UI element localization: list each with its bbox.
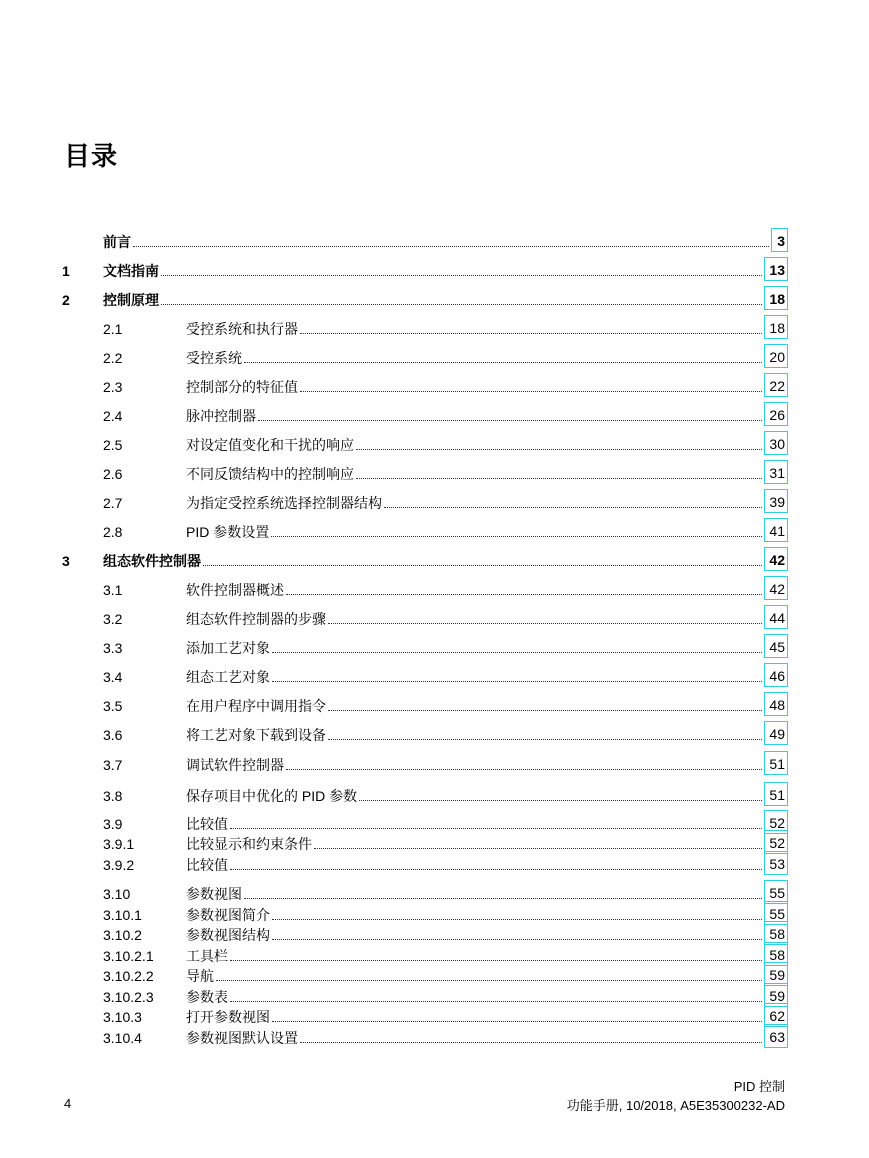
- toc-section-number: 3.4: [103, 669, 123, 685]
- toc-entry[interactable]: [0, 786, 869, 806]
- toc-entry[interactable]: [0, 696, 869, 716]
- toc-chapter-title: 文档指南: [103, 263, 159, 279]
- toc-dot-leader: [356, 449, 762, 450]
- toc-entry[interactable]: [0, 834, 869, 854]
- toc-section-title: 将工艺对象下载到设备: [186, 727, 326, 743]
- toc-page-number[interactable]: 31: [764, 460, 788, 484]
- toc-page-number[interactable]: 13: [764, 257, 788, 281]
- toc-dot-leader: [271, 536, 762, 537]
- toc-page-number[interactable]: 30: [764, 431, 788, 455]
- toc-page-number[interactable]: 55: [764, 901, 788, 925]
- toc-section-title: 添加工艺对象: [186, 640, 270, 656]
- toc-entry[interactable]: [0, 232, 869, 252]
- toc-section-number: 3.2: [103, 611, 123, 627]
- toc-page-number[interactable]: 48: [764, 692, 788, 716]
- toc-section-number: 3.1: [103, 582, 123, 598]
- toc-page-number[interactable]: 59: [764, 983, 788, 1007]
- toc-page-number[interactable]: 58: [764, 942, 788, 966]
- toc-dot-leader: [286, 769, 762, 770]
- toc-chapter-title: 控制原理: [103, 292, 159, 308]
- toc-entry[interactable]: [0, 493, 869, 513]
- toc-section-title: 参数视图默认设置: [186, 1030, 298, 1046]
- toc-dot-leader: [272, 919, 762, 920]
- toc-section-title: 组态软件控制器的步骤: [186, 611, 326, 627]
- toc-section-number: 3.9.1: [103, 836, 135, 852]
- footer-product: PID 控制: [733, 1079, 785, 1094]
- toc-section-title: 脉冲控制器: [186, 408, 256, 424]
- toc-chapter-title: 组态软件控制器: [103, 553, 201, 569]
- footer-doc-info: 功能手册, 10/2018, A5E35300232-AD: [566, 1098, 785, 1113]
- toc-section-title: 比较值: [186, 816, 228, 832]
- toc-entry[interactable]: [0, 946, 869, 966]
- toc-page-number[interactable]: 51: [764, 782, 788, 806]
- toc-chapter-number: 3: [62, 553, 70, 569]
- toc-dot-leader: [300, 391, 762, 392]
- toc-page-number[interactable]: 46: [764, 663, 788, 687]
- footer-info: [567, 1077, 785, 1115]
- toc-page-number[interactable]: 20: [764, 344, 788, 368]
- footer-page-number: 4: [64, 1096, 72, 1111]
- toc-section-title: 控制部分的特征值: [186, 379, 298, 395]
- toc-entry[interactable]: [0, 638, 869, 658]
- toc-section-number: 3.8: [103, 788, 123, 804]
- toc-entry[interactable]: [0, 348, 869, 368]
- toc-chapter-number: 1: [62, 263, 70, 279]
- toc-page-number[interactable]: 52: [764, 810, 788, 834]
- toc-section-number: 2.3: [103, 379, 123, 395]
- toc-section-number: 3.10.2.3: [103, 989, 154, 1005]
- toc-section-number: 3.6: [103, 727, 123, 743]
- toc-entry[interactable]: [0, 667, 869, 687]
- toc-dot-leader: [244, 898, 762, 899]
- toc-entry[interactable]: [0, 319, 869, 339]
- toc-section-title: 保存项目中优化的 PID 参数: [186, 788, 358, 804]
- toc-section-title: 调试软件控制器: [186, 757, 284, 773]
- toc-entry[interactable]: [0, 1007, 869, 1027]
- toc-section-number: 2.8: [103, 524, 123, 540]
- toc-dot-leader: [384, 507, 762, 508]
- toc-dot-leader: [359, 800, 762, 801]
- toc-entry[interactable]: [0, 966, 869, 986]
- toc-dot-leader: [272, 939, 762, 940]
- toc-page-number[interactable]: 52: [764, 830, 788, 854]
- toc-section-title: 导航: [186, 968, 214, 984]
- toc-dot-leader: [230, 960, 762, 961]
- toc-dot-leader: [272, 681, 762, 682]
- toc-entry[interactable]: [0, 551, 869, 571]
- toc-page-number[interactable]: 44: [764, 605, 788, 629]
- toc-dot-leader: [161, 275, 762, 276]
- toc-section-number: 3.10.2.2: [103, 968, 154, 984]
- toc-page-number[interactable]: 18: [764, 315, 788, 339]
- toc-entry[interactable]: [0, 925, 869, 945]
- toc-page-number[interactable]: 22: [764, 373, 788, 397]
- toc-page-number[interactable]: 58: [764, 921, 788, 945]
- toc-section-number: 3.10.4: [103, 1030, 142, 1046]
- toc-entry[interactable]: [0, 814, 869, 834]
- toc-page-number[interactable]: 53: [764, 851, 788, 875]
- toc-entry[interactable]: [0, 464, 869, 484]
- toc-entry[interactable]: [0, 905, 869, 925]
- toc-dot-leader: [244, 362, 762, 363]
- toc-section-title: 受控系统: [186, 350, 242, 366]
- toc-section-number: 2.1: [103, 321, 123, 337]
- toc-section-number: 2.2: [103, 350, 123, 366]
- toc-section-number: 3.9.2: [103, 857, 135, 873]
- toc-dot-leader: [286, 594, 762, 595]
- toc-section-title: 工具栏: [186, 948, 228, 964]
- toc-section-title: 比较显示和约束条件: [186, 836, 312, 852]
- toc-dot-leader: [230, 869, 762, 870]
- toc-section-number: 3.9: [103, 816, 123, 832]
- toc-page-number[interactable]: 62: [764, 1003, 788, 1027]
- toc-entry[interactable]: [0, 580, 869, 600]
- toc-section-number: 3.10.2.1: [103, 948, 154, 964]
- toc-section-number: 3.10.2: [103, 927, 142, 943]
- toc-dot-leader: [161, 304, 762, 305]
- toc-page-number[interactable]: 41: [764, 518, 788, 542]
- toc-entry[interactable]: [0, 261, 869, 281]
- toc-page-number[interactable]: 49: [764, 721, 788, 745]
- toc-section-number: 3.10: [103, 886, 131, 902]
- toc-section-title: 对设定值变化和干扰的响应: [186, 437, 354, 453]
- toc-section-number: 3.5: [103, 698, 123, 714]
- toc-section-title: 软件控制器概述: [186, 582, 284, 598]
- toc-page-number[interactable]: 63: [764, 1024, 788, 1048]
- toc-dot-leader: [328, 739, 762, 740]
- toc-dot-leader: [314, 848, 762, 849]
- toc-page-number[interactable]: 45: [764, 634, 788, 658]
- toc-dot-leader: [328, 623, 762, 624]
- toc-section-number: 3.10.3: [103, 1009, 142, 1025]
- toc-chapter-title: 前言: [103, 234, 131, 250]
- toc-section-title: 为指定受控系统选择控制器结构: [186, 495, 382, 511]
- toc-section-number: 3.10.1: [103, 907, 142, 923]
- toc-dot-leader: [328, 710, 762, 711]
- toc-page-number[interactable]: 26: [764, 402, 788, 426]
- toc-section-title: 在用户程序中调用指令: [186, 698, 326, 714]
- toc-dot-leader: [216, 980, 762, 981]
- toc-page-number[interactable]: 39: [764, 489, 788, 513]
- toc-dot-leader: [230, 828, 762, 829]
- toc-section-title: 不同反馈结构中的控制响应: [186, 466, 354, 482]
- toc-entry[interactable]: [0, 755, 869, 775]
- toc-section-title: 打开参数视图: [186, 1009, 270, 1025]
- toc-page-number[interactable]: 42: [764, 547, 788, 571]
- toc-entry[interactable]: [0, 855, 869, 875]
- toc-entry[interactable]: [0, 522, 869, 542]
- toc-dot-leader: [230, 1001, 762, 1002]
- toc-section-title: PID 参数设置: [186, 524, 270, 540]
- toc-page-number[interactable]: 3: [771, 228, 788, 252]
- toc-dot-leader: [203, 565, 762, 566]
- toc-entry[interactable]: [0, 290, 869, 310]
- toc-section-title: 比较值: [186, 857, 228, 873]
- toc-section-title: 受控系统和执行器: [186, 321, 298, 337]
- toc-page-number[interactable]: 42: [764, 576, 788, 600]
- toc-dot-leader: [356, 478, 762, 479]
- toc-entry[interactable]: [0, 377, 869, 397]
- toc-chapter-number: 2: [62, 292, 70, 308]
- toc-page-number[interactable]: 18: [764, 286, 788, 310]
- toc-section-title: 组态工艺对象: [186, 669, 270, 685]
- toc-section-title: 参数表: [186, 989, 228, 1005]
- toc-entry[interactable]: [0, 884, 869, 904]
- toc-section-number: 2.5: [103, 437, 123, 453]
- toc-entry[interactable]: [0, 435, 869, 455]
- toc-entry[interactable]: [0, 987, 869, 1007]
- toc-dot-leader: [300, 1042, 762, 1043]
- toc-section-title: 参数视图结构: [186, 927, 270, 943]
- toc-section-number: 3.7: [103, 757, 123, 773]
- toc-page-number[interactable]: 51: [764, 751, 788, 775]
- toc-entry[interactable]: [0, 406, 869, 426]
- toc-dot-leader: [300, 333, 762, 334]
- toc-page-number[interactable]: 55: [764, 880, 788, 904]
- toc-page-number[interactable]: 59: [764, 962, 788, 986]
- toc-entry[interactable]: [0, 1028, 869, 1048]
- toc-entry[interactable]: [0, 609, 869, 629]
- toc-section-title: 参数视图: [186, 886, 242, 902]
- toc-section-title: 参数视图简介: [186, 907, 270, 923]
- toc-dot-leader: [272, 1021, 762, 1022]
- toc-dot-leader: [258, 420, 762, 421]
- toc-section-number: 2.7: [103, 495, 123, 511]
- toc-dot-leader: [133, 246, 769, 247]
- toc-entry[interactable]: [0, 725, 869, 745]
- toc-section-number: 2.4: [103, 408, 123, 424]
- toc-section-number: 2.6: [103, 466, 123, 482]
- page-title: 目录: [64, 142, 119, 172]
- toc-section-number: 3.3: [103, 640, 123, 656]
- toc-dot-leader: [272, 652, 762, 653]
